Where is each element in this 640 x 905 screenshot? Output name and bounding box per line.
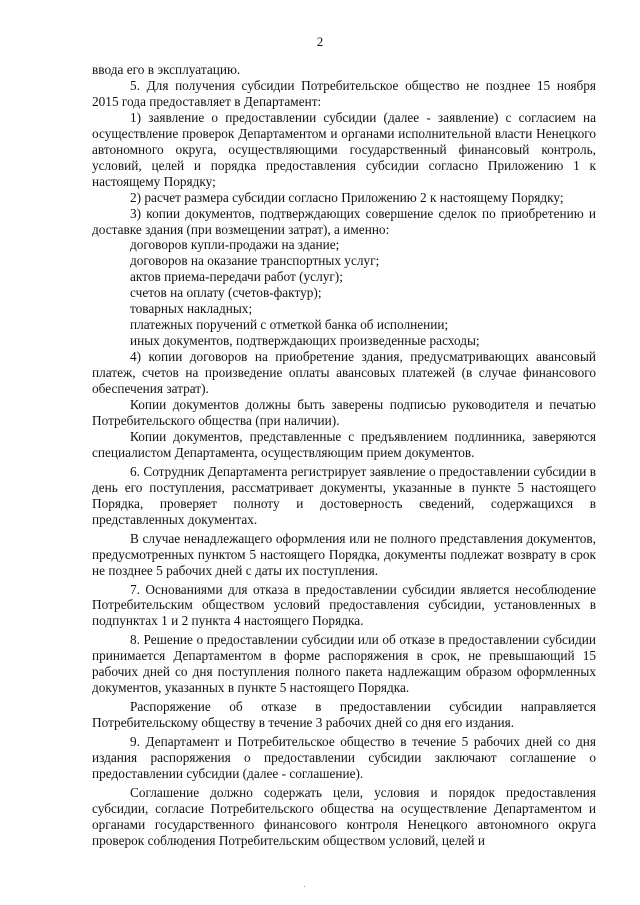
list-item: платежных поручений с отметкой банка об исполнении;	[130, 317, 449, 333]
list-item: актов приема-передачи работ (услуг);	[130, 269, 343, 285]
list-item: договоров на оказание транспортных услуг;	[130, 253, 380, 269]
document-body	[92, 62, 596, 849]
list-item: счетов на оплату (счетов-фактур);	[130, 285, 322, 301]
paragraph-item-5: 5. Для получения субсидии Потребительское общество не позднее 15 ноября 2015 года предоставляет в Департамент:	[92, 77, 596, 109]
page-number: 2	[316, 34, 324, 49]
paragraph-return-documents: В случае ненадлежащего оформления или не полного представления документов, предусмотренных пунктом 5 настоящего Порядка, документы подлежат возврату в срок не позднее 5 рабочих дней с даты их поступления.	[92, 530, 596, 578]
paragraph-subitem-3: 3) копии документов, подтверждающих совершение сделок по приобретению и доставке здания (при возмещении затрат), а именно:	[92, 205, 596, 237]
paragraph-subitem-1: 1) заявление о предоставлении субсидии (далее - заявление) с согласием на осуществление проверок Департаментом и органами исполнительной власти Ненецкого автономного округа, осуществляющими государственный финансовый контроль, условий, целей и порядка предоставления субсидии согласно Приложению 1 к настоящему Порядку;	[92, 109, 596, 189]
paragraph-copies-certification: Копии документов должны быть заверены подписью руководителя и печатью Потребительского общества (при наличии).	[92, 397, 596, 428]
paragraph-item-7: 7. Основаниями для отказа в предоставлении субсидии является несоблюдение Потребительским обществом условий предоставления субсидии, установленных в подпунктах 1 и 2 пункта 4 настоящего Порядка.	[92, 581, 596, 629]
paragraph-item-9: 9. Департамент и Потребительское общество в течение 5 рабочих дней со дня издания распоряжения о предоставлении субсидии заключают соглашение о предоставлении субсидии (далее - соглашение).	[92, 734, 596, 781]
paragraph-copies-original: Копии документов, представленные с предъявлением подлинника, заверяются специалистом Департамента, осуществляющим прием документов.	[92, 428, 596, 460]
document-list	[92, 237, 596, 349]
paragraph-agreement-contents: Соглашение должно содержать цели, условия и порядок предоставления субсидии, согласие Потребительского общества на осуществление Департаментом и органами государственного финансового контроля Ненецкого автономного округа проверок соблюдения Потребительским обществом условий, целей и	[92, 784, 596, 848]
list-item: договоров купли-продажи на здание;	[130, 237, 340, 253]
paragraph-subitem-4: 4) копии договоров на приобретение здания, предусматривающих авансовый платеж, счетов на произведение оплаты авансовых платежей (в случае финансового обеспечения затрат).	[92, 349, 596, 397]
list-item: иных документов, подтверждающих произведенные расходы;	[130, 333, 480, 349]
paragraph-item-8: 8. Решение о предоставлении субсидии или об отказе в предоставлении субсидии принимается Департаментом в форме распоряжения в срок, не превышающий 15 рабочих дней со дня поступления полного пакета надлежащим образом оформленных документов, указанных в пункте 5 настоящего Порядка.	[92, 632, 596, 696]
paragraph-subitem-2: 2) расчет размера субсидии согласно Приложению 2 к настоящему Порядку;	[130, 189, 564, 205]
list-item: товарных накладных;	[130, 301, 253, 317]
paragraph-item-6: 6. Сотрудник Департамента регистрирует заявление о предоставлении субсидии в день его поступления, рассматривает документы, указанные в пункте 5 настоящего Порядка, проверяет полноту и достоверность сведений, содержащихся в представленных документах.	[92, 463, 596, 527]
paragraph-continuation: ввода его в эксплуатацию.	[92, 62, 241, 77]
paragraph-refusal-order: Распоряжение об отказе в предоставлении субсидии направляется Потребительскому обществу в течение 3 рабочих дней со дня его издания.	[92, 699, 596, 731]
scan-artifact	[304, 886, 305, 887]
